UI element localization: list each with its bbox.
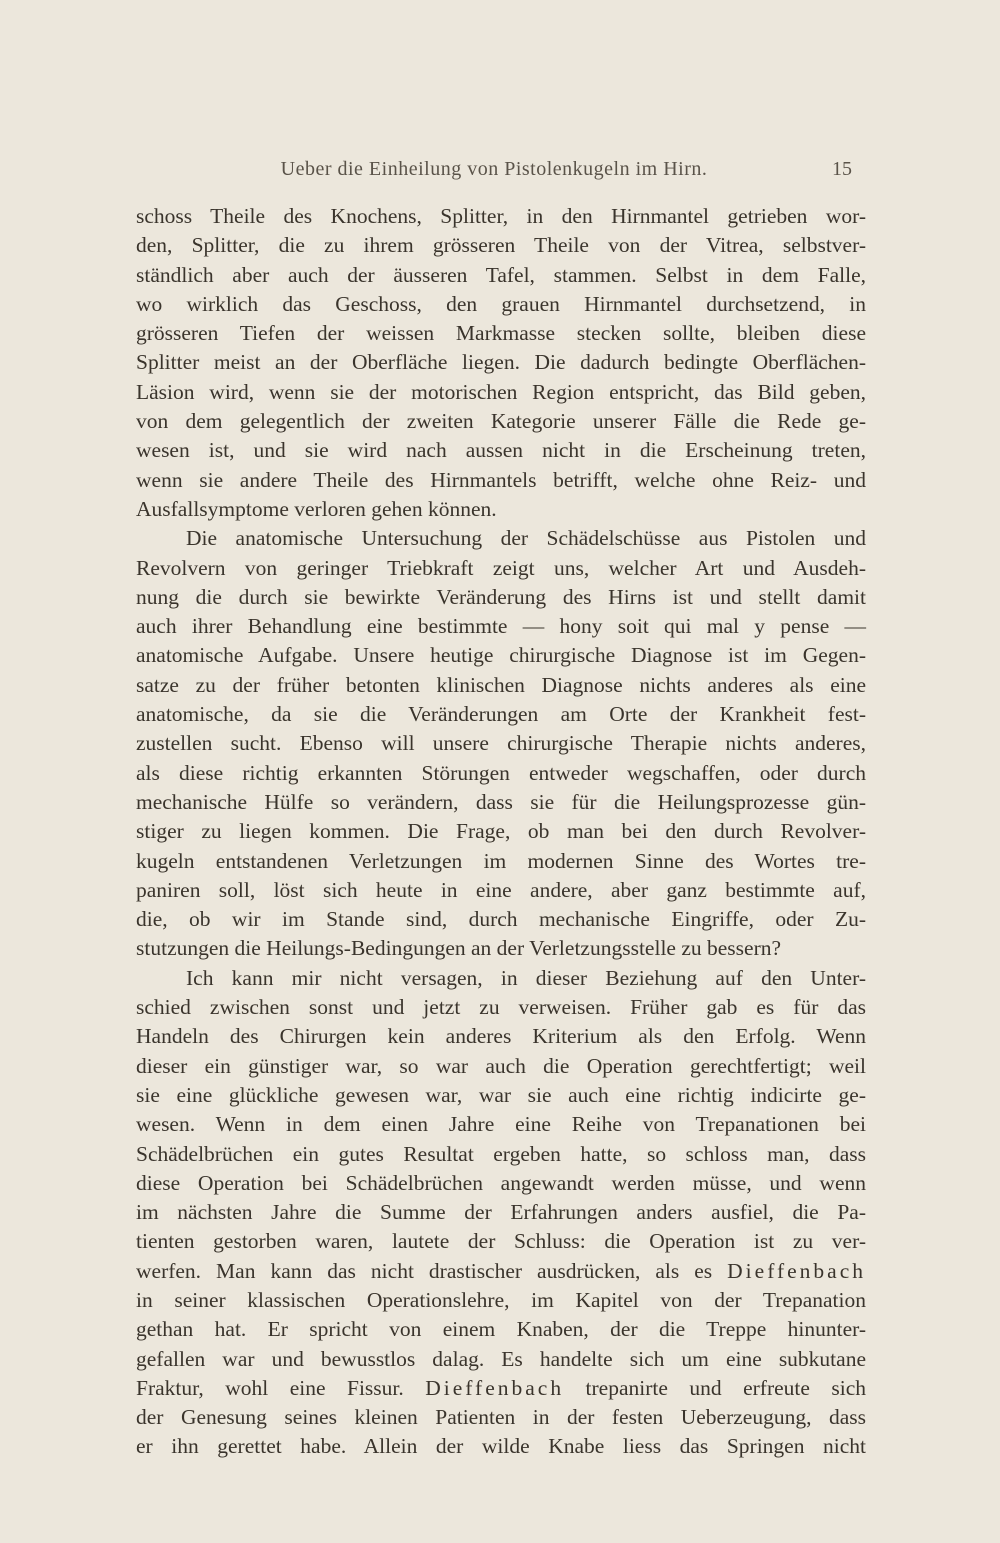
text-line: anatomische, da sie die Veränderungen am Orte der Krankheit fest-	[136, 702, 866, 727]
text-line: er ihn gerettet habe. Allein der wilde Knabe liess das Springen nicht	[136, 1434, 866, 1459]
text-line: kugeln entstandenen Verletzungen im modernen Sinne des Wortes tre-	[136, 848, 866, 873]
text-line: Schädelbrüchen ein gutes Resultat ergeben hatte, so schloss man, dass	[136, 1141, 866, 1166]
author-name-spaced: Dieffenbach	[727, 1258, 867, 1283]
text-line: zustellen sucht. Ebenso will unsere chirurgische Therapie nichts anderes,	[136, 731, 866, 756]
text-line: ständlich aber auch der äusseren Tafel, stammen. Selbst in dem Falle,	[136, 262, 866, 287]
text-line	[136, 1374, 866, 1403]
text-line: tienten gestorben waren, lautete der Schluss: die Operation ist zu ver-	[136, 1229, 866, 1254]
text-line: als diese richtig erkannten Störungen entweder wegschaffen, oder durch	[136, 760, 866, 785]
text-line: wesen ist, und sie wird nach aussen nicht in die Erscheinung treten,	[136, 438, 866, 463]
author-name-spaced: Dieffenbach	[425, 1375, 565, 1400]
text-line: Ausfallsymptome verloren gehen können.	[136, 496, 497, 521]
text-line: Ich kann mir nicht versagen, in dieser Beziehung auf den Unter-	[186, 965, 866, 990]
text-line: auch ihrer Behandlung eine bestimmte — hony soit qui mal y pense —	[136, 614, 866, 639]
text-line: in seiner klassischen Operationslehre, im Kapitel von der Trepanation	[136, 1287, 866, 1312]
text-line: schoss Theile des Knochens, Splitter, in den Hirnmantel getrieben wor-	[136, 204, 866, 228]
text-line: gethan hat. Er spricht von einem Knaben, der die Treppe hinunter-	[136, 1317, 866, 1342]
page-header	[136, 158, 852, 188]
text-line: satze zu der früher betonten klinischen Diagnose nichts anderes als eine	[136, 672, 866, 697]
page-number: 15	[832, 158, 852, 180]
text-line: diese Operation bei Schädelbrüchen angewandt werden müsse, und wenn	[136, 1170, 866, 1195]
text-line: den, Splitter, die zu ihrem grösseren Theile von der Vitrea, selbstver-	[136, 233, 866, 258]
text-segment: Fraktur, wohl eine Fissur.	[136, 1375, 404, 1400]
text-line: anatomische Aufgabe. Unsere heutige chirurgische Diagnose ist im Gegen-	[136, 643, 866, 668]
running-title: Ueber die Einheilung von Pistolenkugeln im Hirn.	[280, 158, 708, 180]
text-line: Splitter meist an der Oberfläche liegen. Die dadurch bedingte Oberflächen-	[136, 350, 866, 375]
text-line: gefallen war und bewusstlos dalag. Es handelte sich um eine subkutane	[136, 1346, 866, 1371]
text-line: grösseren Tiefen der weissen Markmasse stecken sollte, bleiben diese	[136, 321, 866, 346]
body-text	[136, 202, 866, 1462]
text-line: dieser ein günstiger war, so war auch die Operation gerechtfertigt; weil	[136, 1053, 866, 1078]
text-line: von dem gelegentlich der zweiten Kategorie unserer Fälle die Rede ge-	[136, 409, 866, 434]
text-line: Revolvern von geringer Triebkraft zeigt uns, welcher Art und Ausdeh-	[136, 555, 866, 580]
text-line: mechanische Hülfe so verändern, dass sie für die Heilungsprozesse gün-	[136, 789, 866, 814]
text-line: paniren soll, löst sich heute in eine andere, aber ganz bestimmte auf,	[136, 877, 866, 902]
text-line: im nächsten Jahre die Summe der Erfahrungen anders ausfiel, die Pa-	[136, 1200, 866, 1225]
text-line	[136, 1257, 866, 1286]
text-line: wesen. Wenn in dem einen Jahre eine Reihe von Trepanationen bei	[136, 1112, 866, 1137]
text-segment: trepanirte und erfreute sich	[585, 1375, 866, 1400]
text-line: Läsion wird, wenn sie der motorischen Region entspricht, das Bild geben,	[136, 379, 866, 404]
text-line: schied zwischen sonst und jetzt zu verweisen. Früher gab es für das	[136, 995, 866, 1020]
text-line: stiger zu liegen kommen. Die Frage, ob man bei den durch Revolver-	[136, 819, 866, 844]
text-line: Handeln des Chirurgen kein anderes Kriterium als den Erfolg. Wenn	[136, 1024, 866, 1049]
text-line: wo wirklich das Geschoss, den grauen Hirnmantel durchsetzend, in	[136, 291, 866, 316]
text-line: stutzungen die Heilungs-Bedingungen an der Verletzungsstelle zu bessern?	[136, 936, 782, 961]
text-line: die, ob wir im Stande sind, durch mechanische Eingriffe, oder Zu-	[136, 907, 866, 932]
text-line: der Genesung seines kleinen Patienten in der festen Ueberzeugung, dass	[136, 1405, 866, 1430]
text-line: sie eine glückliche gewesen war, war sie auch eine richtig indicirte ge-	[136, 1082, 866, 1107]
text-segment: werfen. Man kann das nicht drastischer ausdrücken, als es	[136, 1258, 713, 1283]
text-line: wenn sie andere Theile des Hirnmantels betrifft, welche ohne Reiz- und	[136, 467, 866, 492]
text-line: Die anatomische Untersuchung der Schädelschüsse aus Pistolen und	[186, 526, 866, 551]
text-line: nung die durch sie bewirkte Veränderung des Hirns ist und stellt damit	[136, 584, 866, 609]
